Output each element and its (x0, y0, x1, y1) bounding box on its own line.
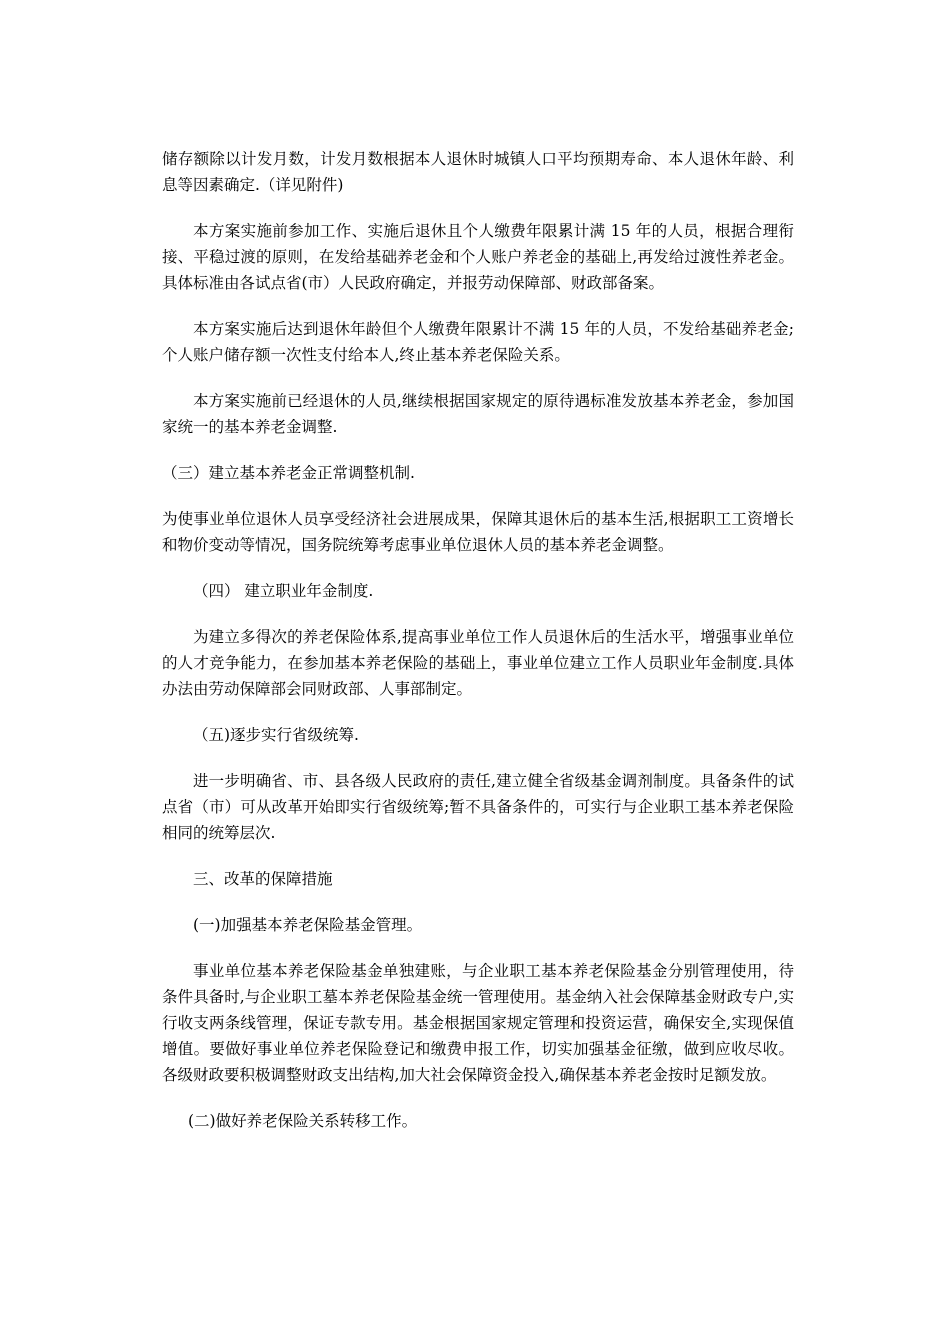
heading-section-5: （五)逐步实行省级统筹. (193, 726, 359, 744)
paragraph-occupational-annuity: 为建立多得次的养老保险体系,提高事业单位工作人员退休后的生活水平，增强事业单位的人才竞争能力，在参加基本养老保险的基础上，事业单位建立工作人员职业年金制度.具体办法由劳动保障部会同财政部、人事部制定。 (162, 628, 794, 698)
paragraph-under-15-years: 本方案实施后达到退休年龄但个人缴费年限累计不满 15 年的人员，不发给基础养老金;个人账户储存额一次性支付给本人,终止基本养老保险关系。 (162, 320, 794, 364)
heading-section-3: （三）建立基本养老金正常调整机制. (162, 464, 415, 482)
heading-section-4: （四） 建立职业年金制度. (193, 582, 374, 600)
paragraph-adjustment-mechanism: 为使事业单位退休人员享受经济社会进展成果，保障其退休后的基本生活,根据职工工资增长和物价变动等情况，国务院统筹考虑事业单位退休人员的基本养老金调整。 (162, 510, 794, 554)
document-page (162, 146, 794, 1134)
paragraph-provincial-pooling: 进一步明确省、市、县各级人民政府的责任,建立健全省级基金调剂制度。具备条件的试点省（市）可从改革开始即实行省级统筹;暂不具备条件的，可实行与企业职工基本养老保险相同的统筹层次. (162, 772, 794, 842)
paragraph-transitional-pension: 本方案实施前参加工作、实施后退休且个人缴费年限累计满 15 年的人员，根据合理衔接、平稳过渡的原则，在发给基础养老金和个人账户养老金的基础上,再发给过渡性养老金。具体标准由各试点省(市）人民政府确定，并报劳动保障部、财政部备案。 (162, 222, 794, 292)
paragraph-fund-management: 事业单位基本养老保险基金单独建账，与企业职工基本养老保险基金分别管理使用，待条件具备时,与企业职工墓本养老保险基金统一管理使用。基金纳入社会保障基金财政专户,实行收支两条线管理，保证专款专用。基金根据国家规定管理和投资运营，确保安全,实现保值增值。要做好事业单位养老保险登记和缴费申报工作，切实加强基金征缴，做到应收尽收。各级财政要积极调整财政支出结构,加大社会保障资金投入,确保基本养老金按时足额发放。 (162, 962, 794, 1084)
heading-measure-2: (二)做好养老保险关系转移工作。 (188, 1112, 418, 1130)
heading-measure-1: (一)加强基本养老保险基金管理。 (193, 916, 423, 934)
paragraph-pension-formula: 储存额除以计发月数，计发月数根据本人退休时城镇人口平均预期寿命、本人退休年龄、利息等因素确定.（详见附件) (162, 150, 794, 194)
heading-part-3: 三、改革的保障措施 (193, 870, 333, 888)
paragraph-already-retired: 本方案实施前已经退休的人员,继续根据国家规定的原待遇标准发放基本养老金，参加国家统一的基本养老金调整. (162, 392, 794, 436)
